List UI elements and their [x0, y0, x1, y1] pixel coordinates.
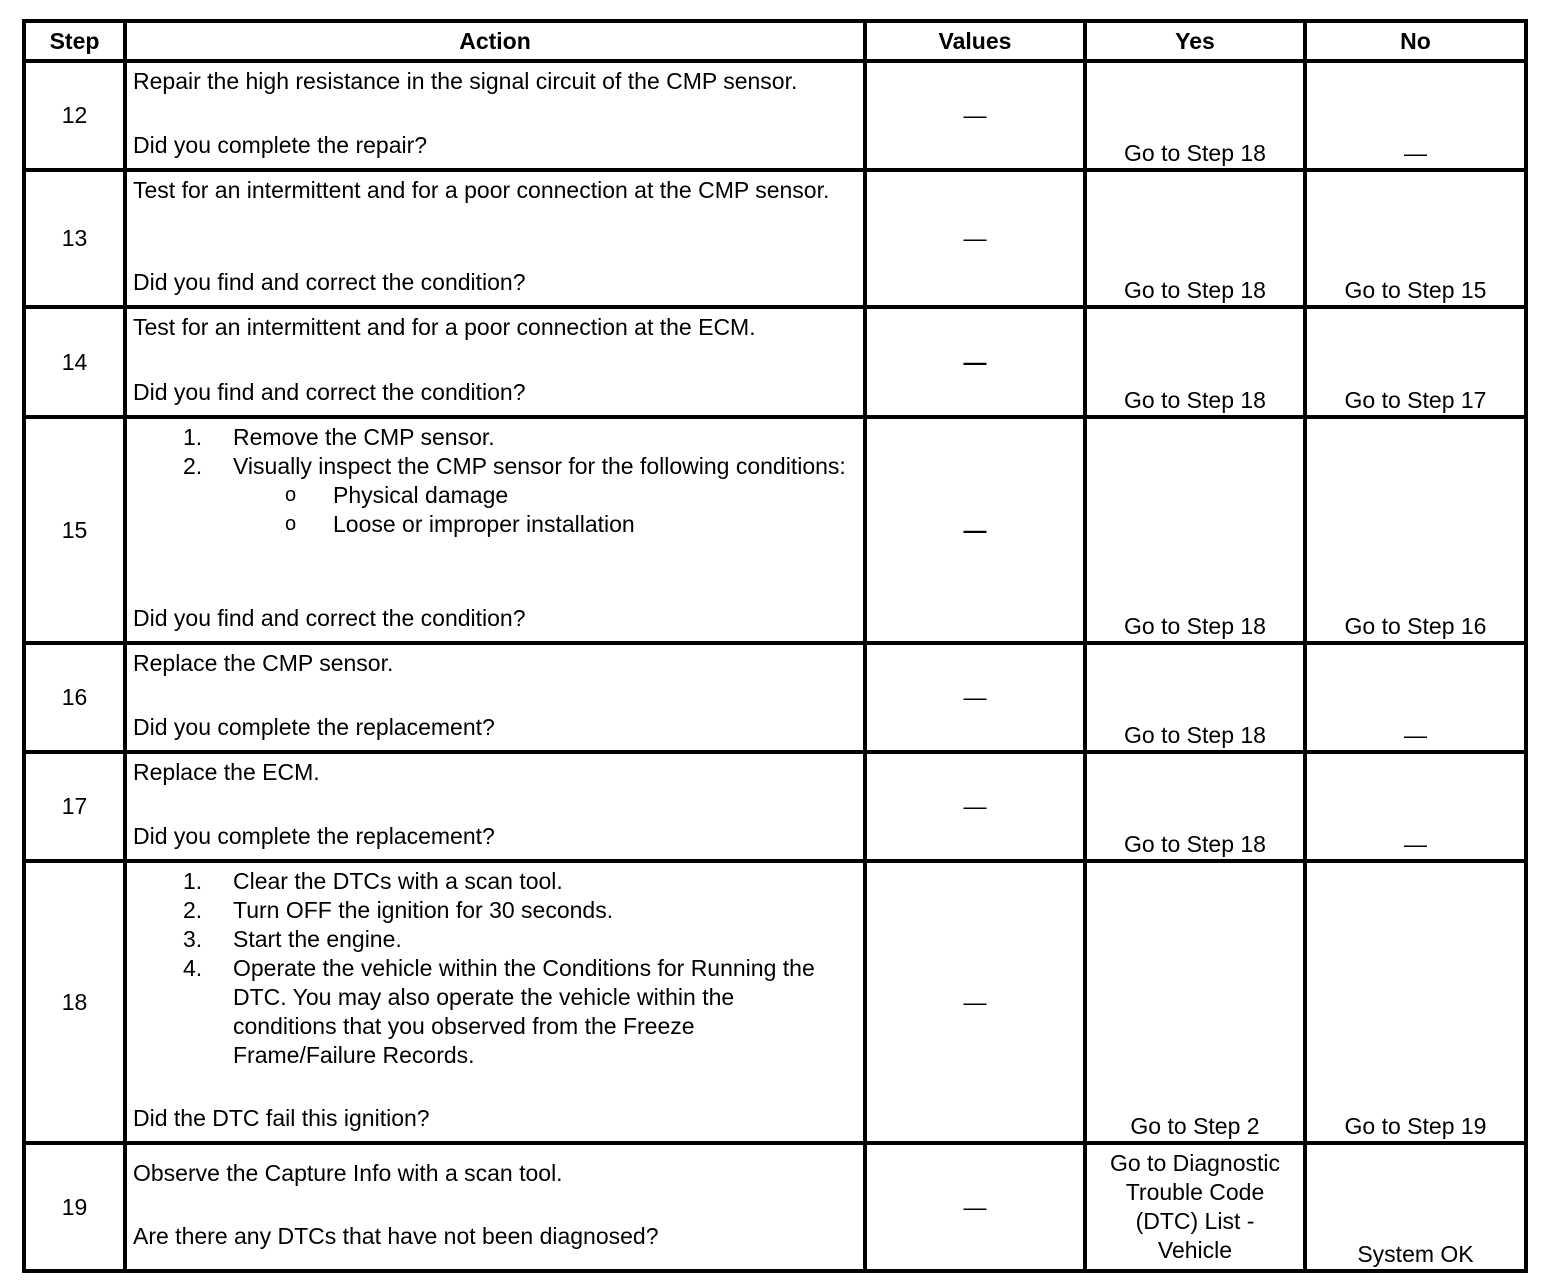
- values-cell: —: [865, 643, 1085, 752]
- values-cell: —: [865, 307, 1085, 417]
- table-row: [24, 61, 1526, 170]
- no-link[interactable]: Go to Step 15: [1305, 170, 1526, 307]
- action-text: Test for an intermittent and for a poor connection at the ECM.: [133, 314, 756, 340]
- yes-link[interactable]: Go to Step 18: [1085, 170, 1305, 307]
- no-link[interactable]: Go to Step 16: [1305, 417, 1526, 643]
- table-row: [24, 417, 1526, 643]
- table-row: [24, 643, 1526, 752]
- action-cell: [125, 170, 865, 307]
- action-question: Did the DTC fail this ignition?: [133, 1105, 430, 1131]
- header-row: [24, 21, 1526, 61]
- values-cell: —: [865, 417, 1085, 643]
- header-action: Action: [125, 21, 865, 61]
- action-steps: [133, 867, 857, 1070]
- action-text: Test for an intermittent and for a poor connection at the CMP sensor.: [133, 177, 830, 203]
- no-link[interactable]: Go to Step 19: [1305, 861, 1526, 1143]
- yes-link[interactable]: Go to Diagnostic Trouble Code (DTC) List - Vehicle: [1085, 1143, 1305, 1271]
- table-row: [24, 861, 1526, 1143]
- action-text: Replace the CMP sensor.: [133, 650, 394, 676]
- yes-link[interactable]: Go to Step 18: [1085, 752, 1305, 861]
- header-step: Step: [24, 21, 125, 61]
- condition-list: [133, 481, 857, 539]
- values-cell: —: [865, 170, 1085, 307]
- no-link[interactable]: Go to Step 17: [1305, 307, 1526, 417]
- diagnostic-table: [22, 19, 1528, 1273]
- list-item: 1. Clear the DTCs with a scan tool.: [183, 868, 563, 894]
- list-item: 3. Start the engine.: [183, 926, 402, 952]
- action-cell: [125, 752, 865, 861]
- action-question: Did you find and correct the condition?: [133, 379, 526, 405]
- header-no: No: [1305, 21, 1526, 61]
- header-values: Values: [865, 21, 1085, 61]
- values-cell: —: [865, 752, 1085, 861]
- yes-link[interactable]: Go to Step 18: [1085, 307, 1305, 417]
- list-item: 1. Remove the CMP sensor.: [183, 424, 495, 450]
- bullet-icon: o: [285, 513, 297, 535]
- values-cell: —: [865, 61, 1085, 170]
- values-cell: —: [865, 1143, 1085, 1271]
- table-row: [24, 307, 1526, 417]
- step-number: 12: [24, 61, 125, 170]
- step-number: 18: [24, 861, 125, 1143]
- yes-link[interactable]: Go to Step 18: [1085, 61, 1305, 170]
- action-question: Did you find and correct the condition?: [133, 605, 526, 631]
- table-row: [24, 752, 1526, 861]
- list-item: 2. Visually inspect the CMP sensor for the following conditions:: [183, 453, 846, 479]
- action-steps: [133, 423, 857, 481]
- no-cell: System OK: [1305, 1143, 1526, 1271]
- table-row: [24, 1143, 1526, 1271]
- step-number: 19: [24, 1143, 125, 1271]
- yes-link[interactable]: Go to Step 18: [1085, 643, 1305, 752]
- action-cell: [125, 861, 865, 1143]
- step-number: 17: [24, 752, 125, 861]
- list-item: 4. Operate the vehicle within the Conditions for Running the DTC. You may also operate the vehicle within the conditions that you observed from the Freeze Frame/Failure Records.: [183, 955, 815, 1068]
- step-number: 15: [24, 417, 125, 643]
- step-number: 13: [24, 170, 125, 307]
- action-question: Did you complete the repair?: [133, 132, 428, 158]
- values-cell: —: [865, 861, 1085, 1143]
- header-yes: Yes: [1085, 21, 1305, 61]
- action-question: Did you complete the replacement?: [133, 823, 495, 849]
- action-question: Did you complete the replacement?: [133, 714, 495, 740]
- action-cell: [125, 643, 865, 752]
- action-text: Replace the ECM.: [133, 759, 320, 785]
- table-row: [24, 170, 1526, 307]
- action-cell: [125, 417, 865, 643]
- action-question: Did you find and correct the condition?: [133, 269, 526, 295]
- action-text: Observe the Capture Info with a scan tool.: [133, 1160, 563, 1186]
- list-item: 2. Turn OFF the ignition for 30 seconds.: [183, 897, 614, 923]
- bullet-icon: o: [285, 484, 297, 506]
- step-number: 16: [24, 643, 125, 752]
- action-text: Repair the high resistance in the signal circuit of the CMP sensor.: [133, 68, 798, 94]
- list-item: o Loose or improper installation: [285, 511, 635, 537]
- yes-link[interactable]: Go to Step 2: [1085, 861, 1305, 1143]
- action-cell: [125, 1143, 865, 1271]
- no-cell: —: [1305, 61, 1526, 170]
- action-cell: [125, 307, 865, 417]
- action-cell: [125, 61, 865, 170]
- no-cell: —: [1305, 643, 1526, 752]
- yes-link[interactable]: Go to Step 18: [1085, 417, 1305, 643]
- list-item: o Physical damage: [285, 482, 509, 508]
- action-question: Are there any DTCs that have not been diagnosed?: [133, 1223, 659, 1249]
- no-cell: —: [1305, 752, 1526, 861]
- step-number: 14: [24, 307, 125, 417]
